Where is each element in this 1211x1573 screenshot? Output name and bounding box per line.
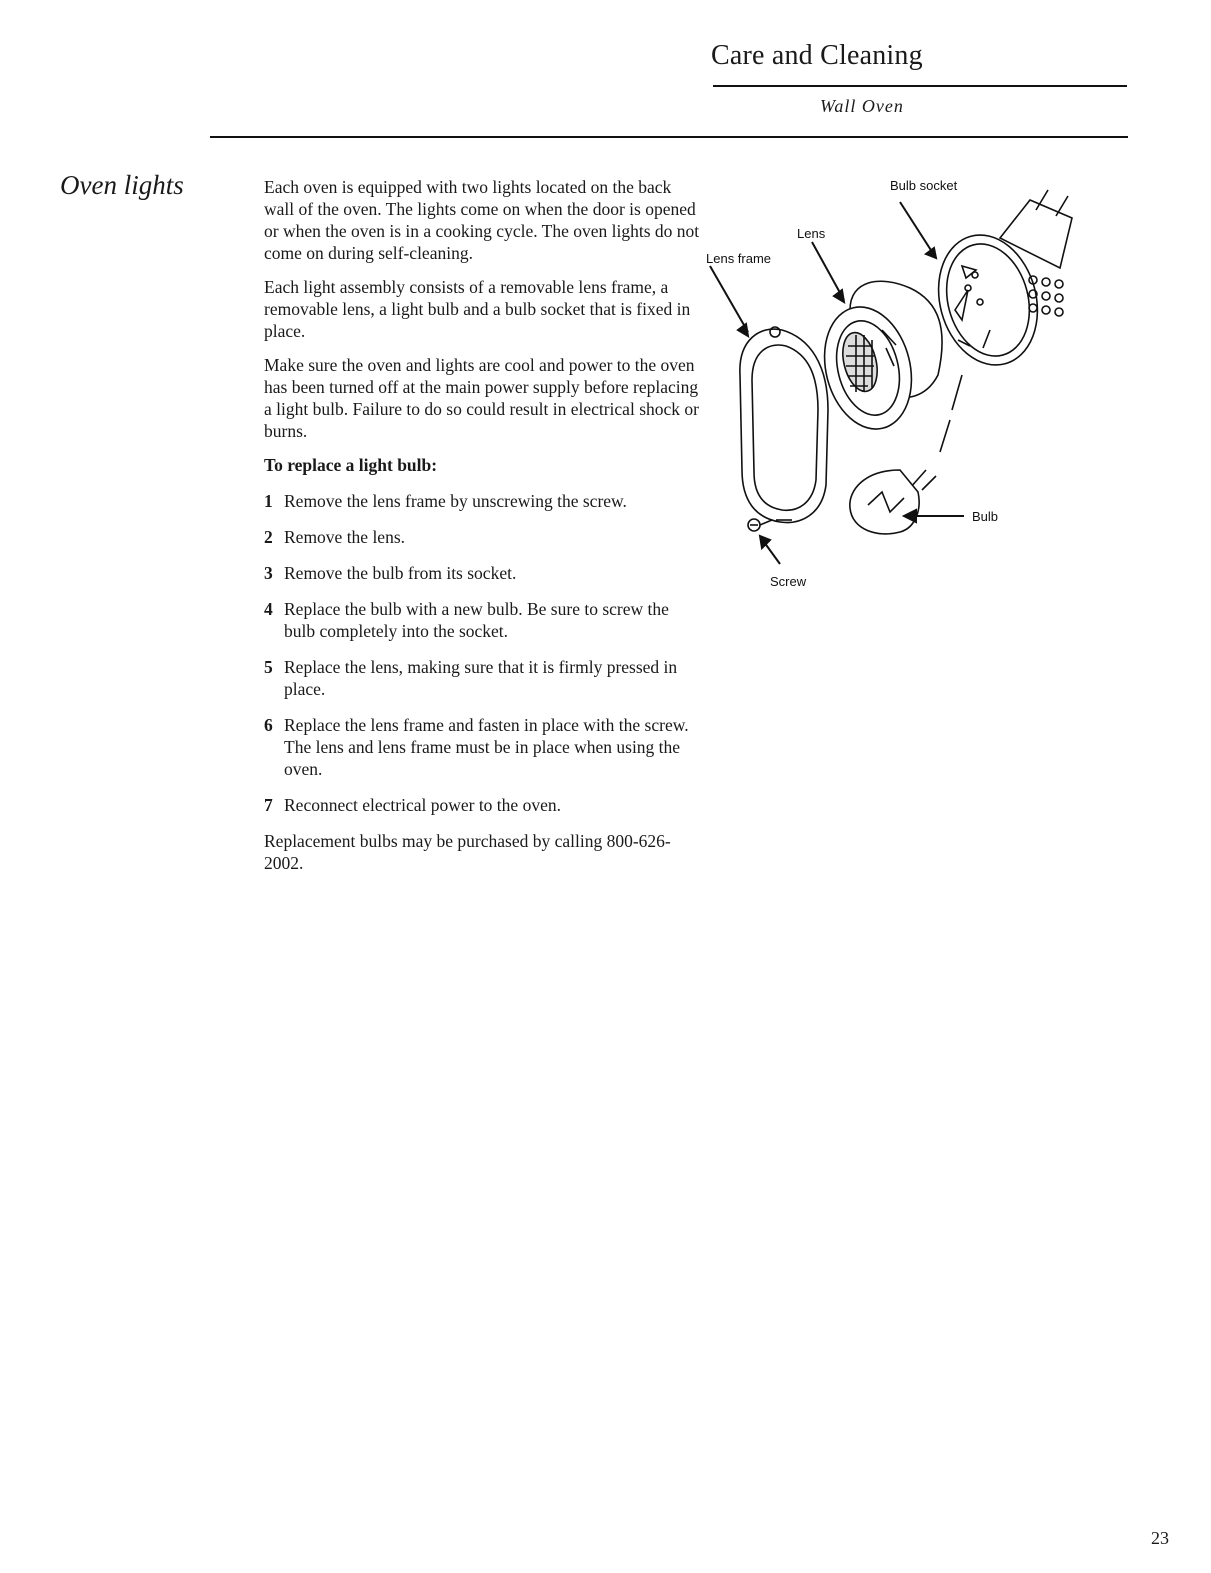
step-number: 1 [264, 491, 273, 511]
step-number: 2 [264, 527, 273, 547]
header-title: Care and Cleaning [711, 40, 923, 71]
step-number: 4 [264, 599, 273, 619]
step-item [264, 656, 704, 700]
label-bulb-socket: Bulb socket [890, 178, 958, 193]
label-lens: Lens [797, 226, 826, 241]
label-bulb: Bulb [972, 509, 999, 524]
step-text: Remove the lens. [284, 527, 406, 547]
closing-paragraph: Replacement bulbs may be purchased by calling 800-626-2002. [264, 831, 671, 873]
steps-list [264, 490, 704, 816]
assembly-paragraph: Each light assembly consists of a removable lens frame, a removable lens, a light bulb and a bulb socket that is fixed in place. [264, 277, 691, 341]
bulb-socket-drawing [925, 190, 1072, 376]
step-number: 5 [264, 657, 273, 677]
lens-drawing [812, 281, 942, 438]
label-lens-frame: Lens frame [706, 251, 772, 266]
step-item [264, 526, 704, 548]
page-number: 23 [1151, 1528, 1169, 1548]
step-item [264, 794, 704, 816]
header-subtitle: Wall Oven [820, 96, 904, 116]
section-title: Oven lights [60, 170, 184, 200]
step-number: 6 [264, 715, 273, 735]
step-item [264, 490, 704, 512]
step-text: Reconnect electrical power to the oven. [284, 795, 561, 815]
step-text: Replace the bulb with a new bulb. Be sure to screw the bulb completely into the socket. [284, 599, 669, 641]
step-item [264, 714, 704, 780]
oven-light-diagram [700, 170, 1080, 600]
step-item [264, 562, 704, 584]
steps-heading: To replace a light bulb: [264, 455, 438, 475]
step-text: Replace the lens, making sure that it is firmly pressed in place. [284, 657, 678, 699]
label-screw: Screw [770, 574, 807, 589]
instructions-content [264, 176, 704, 886]
exploded-view-illustration [700, 170, 1080, 600]
step-text: Replace the lens frame and fasten in place with the screw. The lens and lens frame must be in place when using the oven. [284, 715, 689, 779]
step-item [264, 598, 704, 642]
lens-frame-drawing [740, 327, 828, 523]
step-text: Remove the lens frame by unscrewing the screw. [284, 491, 627, 511]
step-number: 7 [264, 795, 273, 815]
intro-paragraph: Each oven is equipped with two lights located on the back wall of the oven. The lights come on when the door is opened or when the oven is in a cooking cycle. The oven lights do not come on during self-cleaning. [264, 177, 700, 263]
step-text: Remove the bulb from its socket. [284, 563, 517, 583]
step-number: 3 [264, 563, 273, 583]
screw-drawing [748, 519, 772, 531]
header-divider-short [713, 85, 1127, 87]
header-divider-long [210, 136, 1128, 138]
safety-paragraph: Make sure the oven and lights are cool and power to the oven has been turned off at the main power supply before replacing a light bulb. Failure to do so could result in electrical shock or burns. [264, 355, 699, 441]
